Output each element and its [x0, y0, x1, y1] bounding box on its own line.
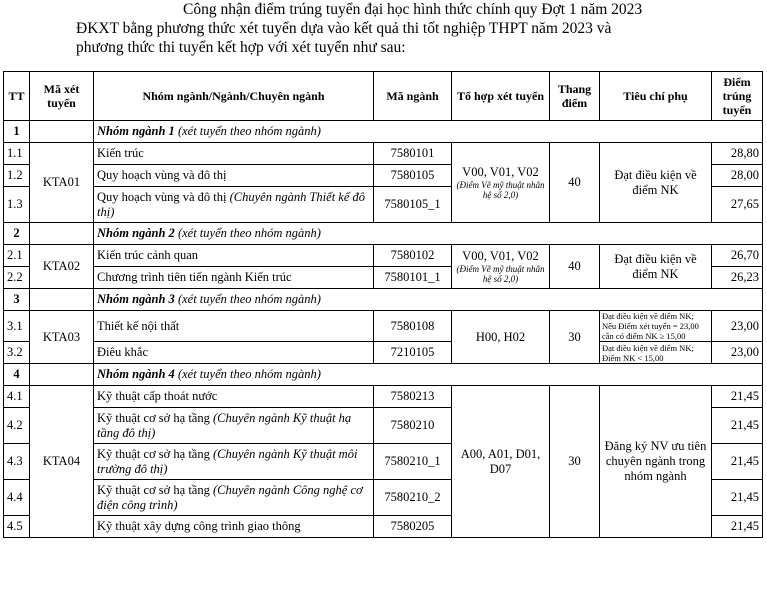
row-tt: 2.1 [4, 245, 30, 267]
diem-trung-tuyen: 26,70 [712, 245, 763, 267]
header-thang-diem: Thang điểm [550, 72, 600, 121]
group-tt: 1 [4, 121, 30, 143]
ma-xet-tuyen: KTA01 [30, 143, 94, 223]
row-tt: 3.2 [4, 342, 30, 364]
table-row [4, 143, 763, 165]
table-row [4, 311, 763, 342]
nganh-name [94, 267, 374, 289]
group-title [94, 121, 763, 143]
header-nhom-nganh: Nhóm ngành/Ngành/Chuyên ngành [94, 72, 374, 121]
group-title-note: (xét tuyển theo nhóm ngành) [177, 367, 321, 381]
tieu-chi-phu: Đạt điều kiện về điểm NK; Điểm NK < 15,00 [600, 342, 712, 364]
ma-nganh: 7580210 [374, 408, 452, 444]
thang-diem: 30 [550, 311, 600, 364]
ma-nganh: 7580205 [374, 516, 452, 538]
group-title [94, 289, 763, 311]
row-tt: 3.1 [4, 311, 30, 342]
header-row [4, 72, 763, 121]
table-row [4, 386, 763, 408]
nganh-name [94, 342, 374, 364]
ma-xet-tuyen: KTA02 [30, 245, 94, 289]
chuyen-nganh-note: (Chuyên ngành Công nghệ cơ điện công trình) [97, 482, 363, 512]
nganh-name [94, 386, 374, 408]
diem-trung-tuyen: 28,80 [712, 143, 763, 165]
chuyen-nganh-note: (Chuyên ngành Kỹ thuật hạ tầng đô thị) [97, 410, 352, 440]
diem-trung-tuyen: 26,23 [712, 267, 763, 289]
header-diem: Điểm trúng tuyển [712, 72, 763, 121]
diem-trung-tuyen: 27,65 [712, 187, 763, 223]
header-tieu-chi: Tiêu chí phụ [600, 72, 712, 121]
diem-trung-tuyen: 28,00 [712, 165, 763, 187]
header-tt: TT [4, 72, 30, 121]
ma-xet-tuyen: KTA04 [30, 386, 94, 538]
ma-nganh: 7580105_1 [374, 187, 452, 223]
thang-diem: 40 [550, 143, 600, 223]
table-row [4, 342, 763, 364]
header-to-hop: Tổ hợp xét tuyển [452, 72, 550, 121]
to-hop: V00, V01, V02 [462, 165, 539, 179]
nganh-name [94, 311, 374, 342]
row-tt: 1.3 [4, 187, 30, 223]
group-title-note: (xét tuyển theo nhóm ngành) [177, 124, 321, 138]
thang-diem: 40 [550, 245, 600, 289]
to-hop-cell [452, 245, 550, 289]
nganh-name [94, 516, 374, 538]
group-empty-cell [30, 289, 94, 311]
ma-nganh: 7580213 [374, 386, 452, 408]
group-row [4, 121, 763, 143]
group-title-note: (xét tuyển theo nhóm ngành) [177, 226, 321, 240]
row-tt: 4.5 [4, 516, 30, 538]
intro-paragraph [0, 0, 767, 57]
nganh-name-text: Kiến trúc [97, 146, 144, 160]
intro-line-1: Công nhận điểm trúng tuyển đại học hình thức chính quy Đợt 1 năm 2023 [183, 1, 643, 18]
to-hop-note: (Điểm Vẽ mỹ thuật nhân hệ số 2,0) [456, 180, 545, 200]
to-hop-cell [452, 311, 550, 364]
group-tt: 4 [4, 364, 30, 386]
intro-line-3: phương thức thi tuyển kết hợp với xét tuyển như sau: [76, 39, 406, 56]
row-tt: 4.2 [4, 408, 30, 444]
group-row [4, 289, 763, 311]
nganh-name-text: Quy hoạch vùng và đô thị [97, 189, 230, 204]
nganh-name-text: Kiến trúc cảnh quan [97, 248, 199, 262]
group-empty-cell [30, 121, 94, 143]
ma-nganh: 7580101_1 [374, 267, 452, 289]
tieu-chi-phu: Đạt điều kiện về điểm NK; Nếu Điểm xét tuyển = 23,00 cần có điểm NK ≥ 15,00 [600, 311, 712, 342]
ma-nganh: 7580210_2 [374, 480, 452, 516]
nganh-name-text: Kỹ thuật xây dựng công trình giao thông [97, 519, 301, 533]
chuyen-nganh-note: (Chuyên ngành Kỹ thuật môi trường đô thị) [97, 446, 358, 476]
ma-nganh: 7580108 [374, 311, 452, 342]
tieu-chi-phu: Đạt điều kiện về điểm NK [600, 245, 712, 289]
admission-scores-table [3, 71, 763, 538]
header-ma-nganh: Mã ngành [374, 72, 452, 121]
chuyen-nganh-note: (Chuyên ngành Thiết kế đô thị) [97, 189, 366, 219]
header-ma-xet-tuyen: Mã xét tuyển [30, 72, 94, 121]
nganh-name-text: Chương trình tiên tiến ngành Kiến trúc [97, 270, 292, 284]
nganh-name [94, 245, 374, 267]
nganh-name [94, 143, 374, 165]
table-row [4, 245, 763, 267]
intro-line-2: ĐKXT bằng phương thức xét tuyển dựa vào kết quả thi tốt nghiệp THPT năm 2023 và [76, 20, 612, 37]
nganh-name [94, 480, 374, 516]
row-tt: 4.4 [4, 480, 30, 516]
nganh-name-text: Quy hoạch vùng và đô thị [97, 168, 227, 182]
to-hop: H00, H02 [475, 329, 526, 344]
group-title-note: (xét tuyển theo nhóm ngành) [177, 292, 321, 306]
ma-nganh: 7580102 [374, 245, 452, 267]
row-tt: 1.1 [4, 143, 30, 165]
group-row [4, 223, 763, 245]
to-hop: A00, A01, D01, D07 [460, 446, 541, 476]
row-tt: 4.3 [4, 444, 30, 480]
group-title-text: Nhóm ngành 4 [97, 367, 175, 381]
nganh-name-text: Điêu khắc [97, 345, 149, 359]
ma-nganh: 7210105 [374, 342, 452, 364]
group-empty-cell [30, 364, 94, 386]
group-title [94, 364, 763, 386]
nganh-name-text: Kỹ thuật cơ sở hạ tầng [97, 446, 213, 461]
diem-trung-tuyen: 23,00 [712, 342, 763, 364]
diem-trung-tuyen: 21,45 [712, 516, 763, 538]
group-tt: 3 [4, 289, 30, 311]
ma-xet-tuyen: KTA03 [30, 311, 94, 364]
nganh-name-text: Thiết kế nội thất [97, 318, 180, 333]
group-tt: 2 [4, 223, 30, 245]
diem-trung-tuyen: 21,45 [712, 480, 763, 516]
row-tt: 2.2 [4, 267, 30, 289]
to-hop: V00, V01, V02 [462, 249, 539, 263]
ma-nganh: 7580105 [374, 165, 452, 187]
group-title [94, 223, 763, 245]
nganh-name [94, 187, 374, 223]
group-row [4, 364, 763, 386]
group-title-text: Nhóm ngành 1 [97, 124, 175, 138]
to-hop-cell [452, 143, 550, 223]
row-tt: 1.2 [4, 165, 30, 187]
row-tt: 4.1 [4, 386, 30, 408]
diem-trung-tuyen: 21,45 [712, 408, 763, 444]
nganh-name-text: Kỹ thuật cấp thoát nước [97, 389, 218, 403]
tieu-chi-phu: Đăng ký NV ưu tiên chuyên ngành trong nhóm ngành [600, 386, 712, 538]
group-empty-cell [30, 223, 94, 245]
ma-nganh: 7580101 [374, 143, 452, 165]
diem-trung-tuyen: 21,45 [712, 444, 763, 480]
ma-nganh: 7580210_1 [374, 444, 452, 480]
group-title-text: Nhóm ngành 2 [97, 226, 175, 240]
group-title-text: Nhóm ngành 3 [97, 292, 175, 306]
thang-diem: 30 [550, 386, 600, 538]
nganh-name-text: Kỹ thuật cơ sở hạ tầng [97, 410, 213, 425]
diem-trung-tuyen: 21,45 [712, 386, 763, 408]
nganh-name-text: Kỹ thuật cơ sở hạ tầng [97, 482, 213, 497]
nganh-name [94, 165, 374, 187]
to-hop-cell [452, 386, 550, 538]
nganh-name [94, 408, 374, 444]
to-hop-note: (Điểm Vẽ mỹ thuật nhân hệ số 2,0) [456, 264, 545, 284]
nganh-name [94, 444, 374, 480]
tieu-chi-phu: Đạt điều kiện về điểm NK [600, 143, 712, 223]
diem-trung-tuyen: 23,00 [712, 311, 763, 342]
